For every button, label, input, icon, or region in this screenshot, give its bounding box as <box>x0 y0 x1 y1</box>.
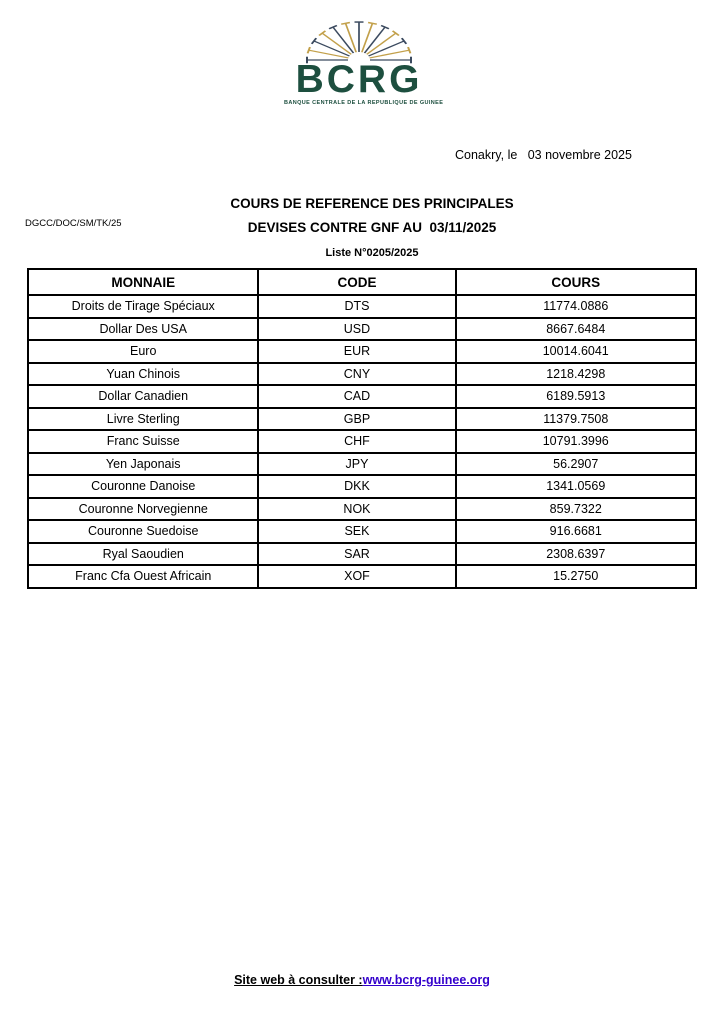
cell-currency-name: Franc Cfa Ouest Africain <box>28 565 258 588</box>
cell-rate: 1341.0569 <box>456 475 697 498</box>
table-row <box>28 475 696 498</box>
cell-rate: 56.2907 <box>456 453 697 476</box>
cell-currency-name: Yen Japonais <box>28 453 258 476</box>
exchange-rates-table <box>27 268 697 589</box>
cell-currency-code: EUR <box>258 340 455 363</box>
table-row <box>28 520 696 543</box>
bcrg-logo <box>284 14 444 106</box>
footer <box>0 973 724 987</box>
cell-rate: 859.7322 <box>456 498 697 521</box>
cell-rate: 916.6681 <box>456 520 697 543</box>
liste-number: Liste N°0205/2025 <box>325 246 419 259</box>
cell-currency-code: CNY <box>258 363 455 386</box>
cell-currency-name: Couronne Suedoise <box>28 520 258 543</box>
table-row <box>28 295 696 318</box>
cell-currency-code: CHF <box>258 430 455 453</box>
cell-currency-name: Franc Suisse <box>28 430 258 453</box>
titles-block <box>0 192 724 259</box>
cell-currency-name: Couronne Danoise <box>28 475 258 498</box>
cell-currency-name: Yuan Chinois <box>28 363 258 386</box>
table-row <box>28 543 696 566</box>
header-monnaie: MONNAIE <box>28 269 258 295</box>
cell-rate: 11379.7508 <box>456 408 697 431</box>
cell-rate: 15.2750 <box>456 565 697 588</box>
cell-currency-code: SAR <box>258 543 455 566</box>
cell-currency-code: CAD <box>258 385 455 408</box>
logo-full-name: BANQUE CENTRALE DE LA REPUBLIQUE DE GUINEE <box>284 100 444 106</box>
table-row <box>28 408 696 431</box>
cell-currency-name: Dollar Canadien <box>28 385 258 408</box>
cell-currency-code: SEK <box>258 520 455 543</box>
cell-rate: 6189.5913 <box>456 385 697 408</box>
table-row <box>28 430 696 453</box>
cell-currency-code: DTS <box>258 295 455 318</box>
website-link[interactable]: www.bcrg-guinee.org <box>362 973 490 987</box>
cell-currency-code: DKK <box>258 475 455 498</box>
cell-rate: 1218.4298 <box>456 363 697 386</box>
title-line-2: DEVISES CONTRE GNF AU 03/11/2025 <box>247 220 497 236</box>
table-row <box>28 453 696 476</box>
table-row <box>28 498 696 521</box>
cell-currency-code: NOK <box>258 498 455 521</box>
table-header-row <box>28 269 696 295</box>
table-row <box>28 565 696 588</box>
header-cours: COURS <box>456 269 697 295</box>
footer-label: Site web à consulter : <box>234 973 363 987</box>
cell-rate: 10014.6041 <box>456 340 697 363</box>
title-line-1: COURS DE REFERENCE DES PRINCIPALES <box>230 196 514 211</box>
header-code: CODE <box>258 269 455 295</box>
date-line: Conakry, le 03 novembre 2025 <box>455 148 632 162</box>
cell-currency-code: XOF <box>258 565 455 588</box>
cell-currency-code: GBP <box>258 408 455 431</box>
cell-currency-name: Euro <box>28 340 258 363</box>
cell-currency-name: Livre Sterling <box>28 408 258 431</box>
cell-currency-name: Dollar Des USA <box>28 318 258 341</box>
cell-currency-name: Ryal Saoudien <box>28 543 258 566</box>
cell-currency-name: Droits de Tirage Spéciaux <box>28 295 258 318</box>
table-row <box>28 363 696 386</box>
table-row <box>28 340 696 363</box>
cell-rate: 11774.0886 <box>456 295 697 318</box>
logo-acronym: BCRG <box>295 58 423 101</box>
cell-currency-code: USD <box>258 318 455 341</box>
table-row <box>28 318 696 341</box>
cell-rate: 2308.6397 <box>456 543 697 566</box>
cell-rate: 8667.6484 <box>456 318 697 341</box>
cell-currency-name: Couronne Norvegienne <box>28 498 258 521</box>
cell-currency-code: JPY <box>258 453 455 476</box>
document-reference: DGCC/DOC/SM/TK/25 <box>25 218 122 229</box>
cell-rate: 10791.3996 <box>456 430 697 453</box>
table-row <box>28 385 696 408</box>
